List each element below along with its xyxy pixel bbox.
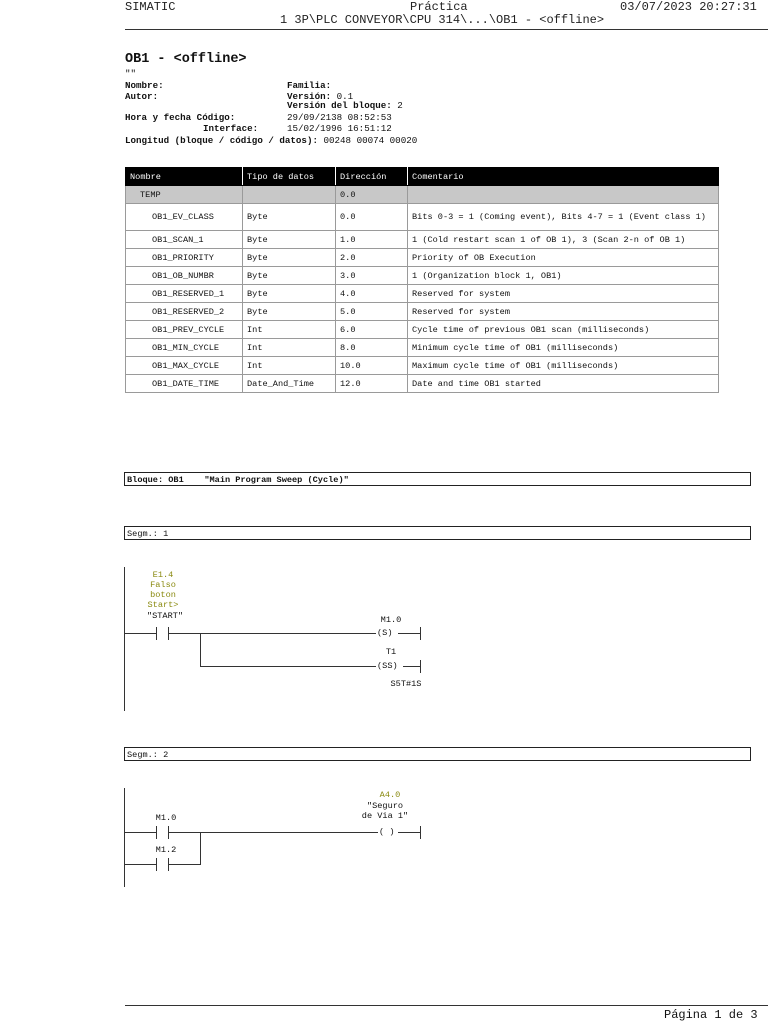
header-path: 1 3P\PLC CONVEYOR\CPU 314\...\OB1 - <offline> bbox=[280, 13, 605, 27]
variables-table bbox=[125, 167, 719, 393]
var-addr: 3.0 bbox=[336, 267, 408, 285]
header-datetime: 03/07/2023 20:27:31 bbox=[620, 0, 757, 14]
col-header-comentario: Comentario bbox=[408, 168, 719, 186]
seg1-coil1-symbol: (S) bbox=[377, 628, 393, 638]
var-type: Byte bbox=[243, 285, 336, 303]
seg1-coil1-end bbox=[420, 627, 421, 640]
var-type: Byte bbox=[243, 249, 336, 267]
var-type: Int bbox=[243, 339, 336, 357]
var-type: Byte bbox=[243, 267, 336, 285]
table-row bbox=[126, 204, 719, 231]
seg2-contact1-addr: M1.0 bbox=[155, 813, 177, 823]
table-row bbox=[126, 321, 719, 339]
page-number: Página 1 de 3 bbox=[664, 1008, 758, 1022]
segment-1-power-rail bbox=[124, 567, 125, 711]
seg2-coil-end bbox=[420, 826, 421, 839]
var-comment: Cycle time of previous OB1 scan (milliseconds) bbox=[408, 321, 719, 339]
seg1-contact-comment-3: Start> bbox=[147, 600, 179, 610]
table-row bbox=[126, 285, 719, 303]
var-name: OB1_PREV_CYCLE bbox=[126, 321, 243, 339]
table-row bbox=[126, 357, 719, 375]
table-row bbox=[126, 231, 719, 249]
seg2-contact2-addr: M1.2 bbox=[155, 845, 177, 855]
seg1-coil2-end bbox=[420, 660, 421, 673]
var-comment: Maximum cycle time of OB1 (milliseconds) bbox=[408, 357, 719, 375]
interface-value: 15/02/1996 16:51:12 bbox=[287, 123, 392, 134]
var-comment: Reserved for system bbox=[408, 303, 719, 321]
var-addr: 1.0 bbox=[336, 231, 408, 249]
seg1-branch-wire bbox=[200, 633, 201, 667]
footer-rule bbox=[125, 1005, 768, 1006]
seg1-contact-comment-1: Falso bbox=[150, 580, 176, 590]
seg1-coil2-symbol: (SS) bbox=[377, 661, 398, 671]
seg2-contact2-left-bar bbox=[156, 858, 157, 871]
seg2-coil-symbol-2: de Via 1" bbox=[361, 811, 409, 821]
seg2-coil-symbol: ( ) bbox=[379, 827, 395, 837]
var-addr: 4.0 bbox=[336, 285, 408, 303]
var-type: Int bbox=[243, 321, 336, 339]
seg1-coil2-wire bbox=[403, 666, 420, 667]
segment-2-header: Segm.: 2 bbox=[124, 747, 751, 761]
table-row bbox=[126, 249, 719, 267]
nombre-label: Nombre: bbox=[125, 80, 164, 91]
var-addr: 8.0 bbox=[336, 339, 408, 357]
table-row bbox=[126, 339, 719, 357]
var-addr: 5.0 bbox=[336, 303, 408, 321]
var-name: OB1_RESERVED_1 bbox=[126, 285, 243, 303]
block-quote: "" bbox=[125, 68, 137, 79]
temp-comment bbox=[408, 186, 719, 204]
var-addr: 12.0 bbox=[336, 375, 408, 393]
table-row-temp bbox=[126, 186, 719, 204]
var-type: Date_And_Time bbox=[243, 375, 336, 393]
seg2-branch-join bbox=[200, 832, 201, 865]
seg2-contact1-left-bar bbox=[156, 826, 157, 839]
familia-label: Familia: bbox=[287, 80, 332, 91]
var-name: OB1_MIN_CYCLE bbox=[126, 339, 243, 357]
var-comment: Reserved for system bbox=[408, 285, 719, 303]
var-name: OB1_SCAN_1 bbox=[126, 231, 243, 249]
var-name: OB1_OB_NUMBR bbox=[126, 267, 243, 285]
var-name: OB1_EV_CLASS bbox=[126, 204, 243, 231]
version-bloque-field: Versión del bloque: 2 bbox=[287, 100, 403, 111]
col-header-direccion: Dirección bbox=[336, 168, 408, 186]
table-row bbox=[126, 303, 719, 321]
var-comment: 1 (Cold restart scan 1 of OB 1), 3 (Scan 2-n of OB 1) bbox=[408, 231, 719, 249]
header-project: Práctica bbox=[410, 0, 468, 14]
segment-1-header: Segm.: 1 bbox=[124, 526, 751, 540]
var-name: OB1_MAX_CYCLE bbox=[126, 357, 243, 375]
bloque-header: Bloque: OB1 "Main Program Sweep (Cycle)" bbox=[124, 472, 751, 486]
seg2-coil-symbol-1: "Seguro bbox=[366, 801, 404, 811]
seg1-coil2-param: S5T#1S bbox=[390, 679, 422, 689]
seg1-contact-addr: E1.4 bbox=[152, 570, 174, 580]
seg1-branch-wire bbox=[200, 666, 376, 667]
seg2-branch-wire bbox=[124, 864, 156, 865]
var-type: Int bbox=[243, 357, 336, 375]
seg1-coil1-addr: M1.0 bbox=[380, 615, 402, 625]
table-row bbox=[126, 267, 719, 285]
temp-addr: 0.0 bbox=[336, 186, 408, 204]
hora-label: Hora y fecha Código: bbox=[125, 112, 236, 123]
seg1-coil2-addr: T1 bbox=[385, 647, 397, 657]
version-field: Versión: 0.1 bbox=[287, 91, 354, 102]
seg1-contact-comment-2: boton bbox=[150, 590, 176, 600]
hora-value: 29/09/2138 08:52:53 bbox=[287, 112, 392, 123]
temp-name: TEMP bbox=[126, 186, 243, 204]
seg1-coil1-wire bbox=[398, 633, 420, 634]
seg2-coil-wire bbox=[398, 832, 420, 833]
var-type: Byte bbox=[243, 231, 336, 249]
seg1-contact-symbol: "START" bbox=[146, 611, 184, 621]
header-app: SIMATIC bbox=[125, 0, 176, 14]
table-row bbox=[126, 375, 719, 393]
var-comment: Priority of OB Execution bbox=[408, 249, 719, 267]
var-comment: Minimum cycle time of OB1 (milliseconds) bbox=[408, 339, 719, 357]
var-name: OB1_DATE_TIME bbox=[126, 375, 243, 393]
var-addr: 2.0 bbox=[336, 249, 408, 267]
col-header-nombre: Nombre bbox=[126, 168, 243, 186]
var-comment: Date and time OB1 started bbox=[408, 375, 719, 393]
seg2-rung-wire bbox=[124, 832, 156, 833]
seg1-contact-left-bar bbox=[156, 627, 157, 640]
var-comment: 1 (Organization block 1, OB1) bbox=[408, 267, 719, 285]
var-addr: 6.0 bbox=[336, 321, 408, 339]
header-rule bbox=[125, 29, 768, 30]
segment-2-power-rail bbox=[124, 788, 125, 887]
seg1-rung-wire bbox=[124, 633, 156, 634]
table-header-row bbox=[126, 168, 719, 186]
var-type: Byte bbox=[243, 204, 336, 231]
col-header-tipo: Tipo de datos bbox=[243, 168, 336, 186]
autor-label: Autor: bbox=[125, 91, 159, 102]
temp-type bbox=[243, 186, 336, 204]
var-type: Byte bbox=[243, 303, 336, 321]
block-title: OB1 - <offline> bbox=[125, 52, 247, 67]
longitud-field: Longitud (bloque / código / datos): 00248 00074 00020 bbox=[125, 135, 418, 146]
seg2-coil-addr: A4.0 bbox=[379, 790, 401, 800]
var-addr: 0.0 bbox=[336, 204, 408, 231]
var-addr: 10.0 bbox=[336, 357, 408, 375]
var-name: OB1_RESERVED_2 bbox=[126, 303, 243, 321]
interface-label: Interface: bbox=[203, 123, 259, 134]
seg2-branch-wire bbox=[168, 864, 200, 865]
var-name: OB1_PRIORITY bbox=[126, 249, 243, 267]
var-comment: Bits 0-3 = 1 (Coming event), Bits 4-7 = 1 (Event class 1) bbox=[408, 204, 719, 231]
